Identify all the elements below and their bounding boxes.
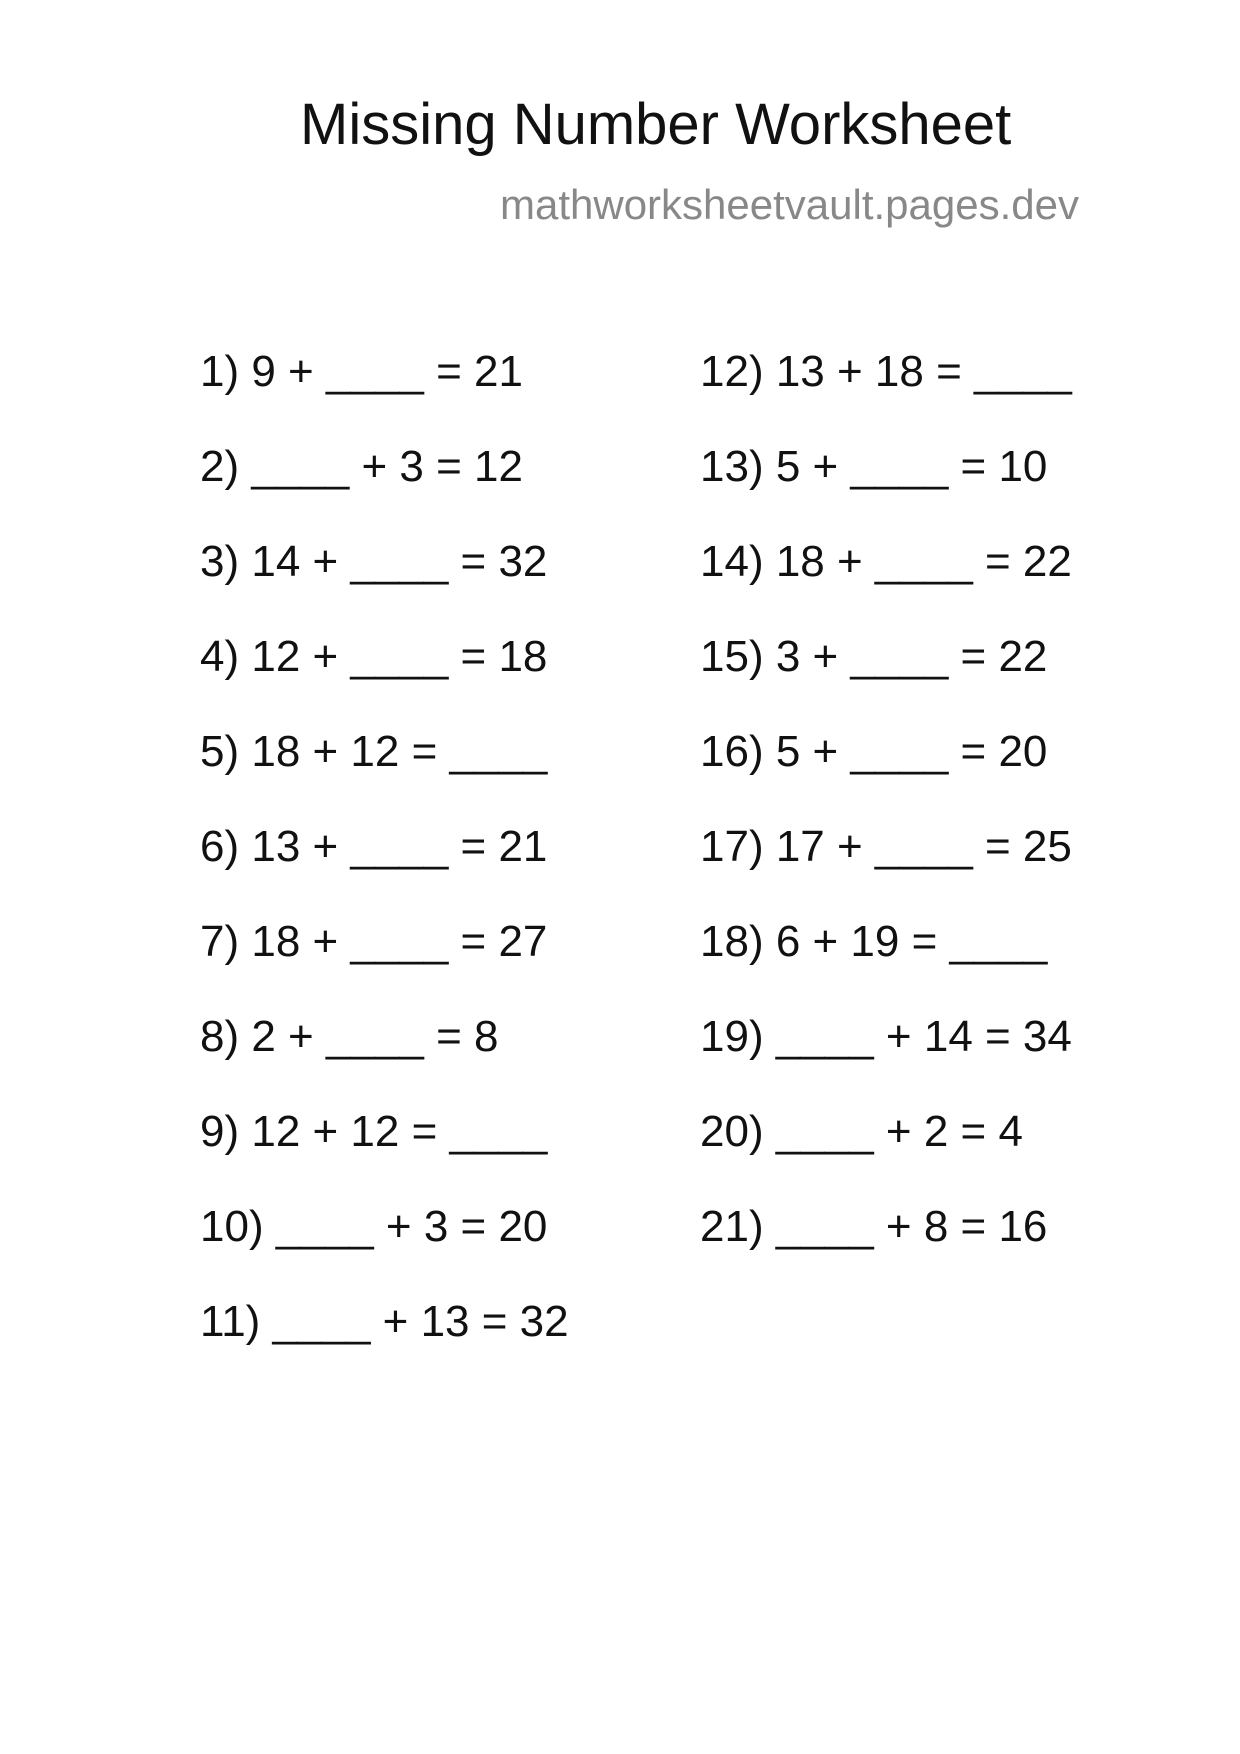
worksheet-subtitle: mathworksheetvault.pages.dev: [500, 181, 1079, 228]
problem-1: 1) 9 + ____ = 21: [200, 347, 523, 396]
problem-20: 20) ____ + 2 = 4: [700, 1107, 1023, 1156]
problem-21: 21) ____ + 8 = 16: [700, 1202, 1048, 1251]
problem-7: 7) 18 + ____ = 27: [200, 917, 548, 966]
problem-3: 3) 14 + ____ = 32: [200, 537, 548, 586]
problem-2: 2) ____ + 3 = 12: [200, 442, 523, 491]
problem-18: 18) 6 + 19 = ____: [700, 917, 1048, 966]
problem-4: 4) 12 + ____ = 18: [200, 632, 548, 681]
problem-19: 19) ____ + 14 = 34: [700, 1012, 1072, 1061]
worksheet-title: Missing Number Worksheet: [300, 92, 1012, 157]
problem-5: 5) 18 + 12 = ____: [200, 727, 548, 776]
problem-6: 6) 13 + ____ = 21: [200, 822, 548, 871]
problem-12: 12) 13 + 18 = ____: [700, 347, 1072, 396]
problem-17: 17) 17 + ____ = 25: [700, 822, 1072, 871]
problem-15: 15) 3 + ____ = 22: [700, 632, 1048, 681]
problem-9: 9) 12 + 12 = ____: [200, 1107, 548, 1156]
problem-10: 10) ____ + 3 = 20: [200, 1202, 548, 1251]
problem-column-right: [700, 347, 1180, 1300]
problem-14: 14) 18 + ____ = 22: [700, 537, 1072, 586]
problem-11: 11) ____ + 13 = 32: [200, 1297, 569, 1346]
problem-8: 8) 2 + ____ = 8: [200, 1012, 499, 1061]
problem-column-left: [200, 347, 680, 1395]
problem-16: 16) 5 + ____ = 20: [700, 727, 1048, 776]
problem-13: 13) 5 + ____ = 10: [700, 442, 1048, 491]
